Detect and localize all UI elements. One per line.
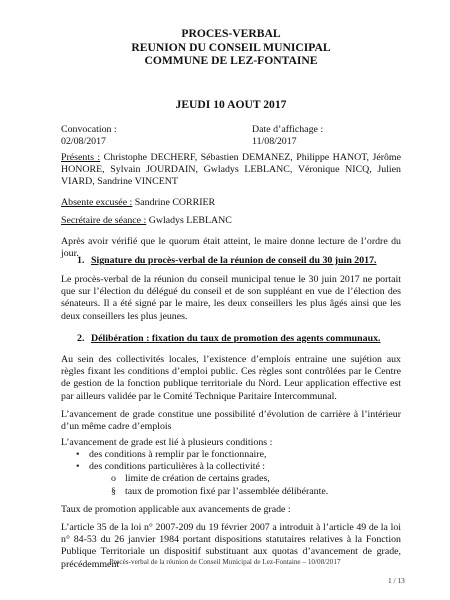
page-number: 1 / 13 <box>388 576 405 585</box>
section-2-heading <box>61 333 401 345</box>
list-item-text: limite de création de certains grades, <box>125 473 270 485</box>
list-item-text: taux de promotion fixé par l’assemblée délibérante. <box>125 485 329 497</box>
secretaire-name: Gwladys LEBLANC <box>146 215 232 226</box>
absente-name: Sandrine CORRIER <box>132 197 216 208</box>
presents-list: Christophe DECHERF, Sébastien DEMANEZ, Philippe HANOT, Jérôme HONORE, Sylvain JOURDAIN, Gwladys LEBLANC, Véronique NICQ, Julien VIARD, Sandrine VINCENT <box>61 152 401 188</box>
secretaire-label: Secrétaire de séance : <box>61 215 147 226</box>
absente-paragraph <box>61 197 401 209</box>
presents-label: Présents : <box>61 152 101 163</box>
circle-bullet-icon: o <box>111 473 116 485</box>
section-2-paragraph-2: L’avancement de grade constitue une possibilité d’évolution de carrière à l’intérieur d’un même cadre d’emplois <box>61 409 401 433</box>
header-line-2: REUNION DU CONSEIL MUNICIPAL <box>131 40 331 54</box>
section-2-paragraph-4: Taux de promotion applicable aux avancements de grade : <box>61 504 291 515</box>
bullet-icon: • <box>76 449 80 460</box>
list-item <box>61 449 401 461</box>
conditions-list <box>61 449 401 498</box>
meeting-date: JEUDI 10 AOUT 2017 <box>175 98 287 111</box>
list-item <box>61 461 401 473</box>
section-1-title: Signature du procès-verbal de la réunion de conseil du 30 juin 2017. <box>91 255 377 266</box>
absente-label: Absente excusée : <box>61 197 133 208</box>
section-2-number: 2. <box>77 333 85 344</box>
convocation-value: 02/08/2017 <box>61 136 106 147</box>
section-2-paragraph-3: L’avancement de grade est lié à plusieurs conditions : <box>61 437 273 448</box>
section-2-title: Délibération : fixation du taux de promotion des agents communaux. <box>91 333 381 344</box>
presents-paragraph <box>61 152 401 189</box>
bullet-icon: • <box>76 461 80 473</box>
header-line-3: COMMUNE DE LEZ-FONTAINE <box>144 54 318 67</box>
document-header <box>61 27 401 68</box>
section-1-body: Le procès-verbal de la réunion du conseil municipal tenue le 30 juin 2017 ne portait que sur l’élection du délégué du conseil et de son suppléant en vue de l’élection des sénateurs. Il a été signé par le maire, les deux conseillers les plus âgés ainsi que les deux conseillers les plus jeunes. <box>61 274 401 322</box>
affichage-value: 11/08/2017 <box>252 136 297 147</box>
convocation-label: Convocation : <box>61 124 117 135</box>
page-footer: Procès-verbal de la réunion de Conseil Municipal de Lez-Fontaine – 10/08/2017 <box>109 558 341 566</box>
list-item <box>61 486 401 498</box>
quorum-paragraph: Après avoir vérifié que le quorum était atteint, le maire donne lecture de l’ordre du jour. <box>61 236 401 260</box>
section-1-heading <box>61 255 401 267</box>
secretaire-paragraph <box>61 215 401 227</box>
affichage-label: Date d’affichage : <box>252 124 324 135</box>
list-item <box>61 473 401 485</box>
header-line-1: PROCES-VERBAL <box>181 27 281 40</box>
section-bullet-icon: § <box>111 485 116 497</box>
list-item-text: des conditions particulières à la collectivité : <box>89 461 266 473</box>
list-item-text: des conditions à remplir par le fonctionnaire, <box>89 449 267 460</box>
section-2-paragraph-5: L’article 35 de la loi n° 2007-209 du 19 février 2007 a introduit à l’article 49 de la loi n° 84-53 du 26 janvier 1984 portant dispositions statutaires relatives à la Fonction Publique Territoriale un dispositif substituant aux quotas d’avancement de grade, précédemment <box>61 522 401 570</box>
dates-block <box>61 124 401 150</box>
section-1-number: 1. <box>77 255 85 266</box>
section-2-paragraph-1: Au sein des collectivités locales, l’existence d’emplois entraine une sujétion aux règles fixant les conditions d’emploi public. Ces règles sont contrôlées par le Centre de gestion de la fonction publique territoriale du Nord. Leur application effective est par ailleurs validée par le Comité Technique Paritaire Intercommunal. <box>61 354 401 402</box>
